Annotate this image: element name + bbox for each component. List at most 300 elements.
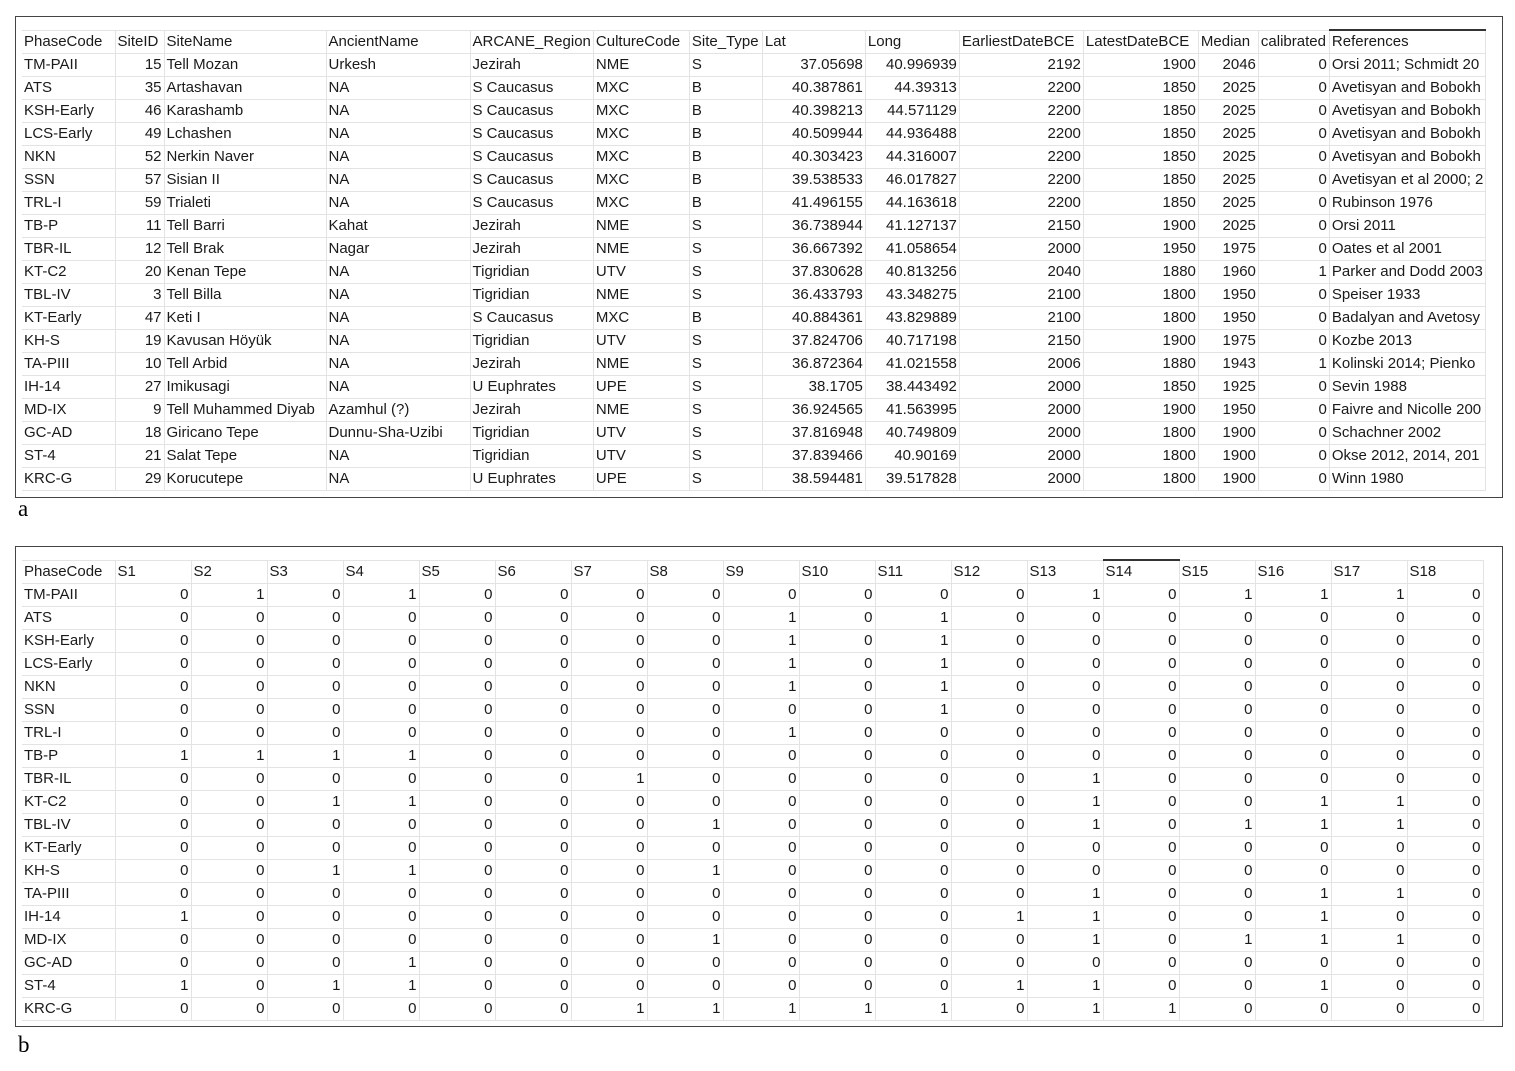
table-cell[interactable]: 0 xyxy=(343,653,419,676)
table-cell[interactable]: 1 xyxy=(1179,814,1255,837)
column-header[interactable]: S6 xyxy=(495,560,571,584)
table-cell[interactable]: 40.813256 xyxy=(865,261,959,284)
table-cell[interactable]: 0 xyxy=(1027,653,1103,676)
table-cell[interactable]: 0 xyxy=(1103,699,1179,722)
table-cell[interactable]: 0 xyxy=(1407,860,1483,883)
table-cell[interactable]: MD-IX xyxy=(22,399,115,422)
table-cell[interactable]: 0 xyxy=(951,630,1027,653)
table-cell[interactable]: 1943 xyxy=(1198,353,1258,376)
column-header[interactable]: S3 xyxy=(267,560,343,584)
table-cell[interactable]: 0 xyxy=(419,745,495,768)
table-cell[interactable]: 0 xyxy=(799,699,875,722)
table-cell[interactable]: 15 xyxy=(115,54,164,77)
table-cell[interactable]: MD-IX xyxy=(22,929,115,952)
table-cell[interactable]: 3 xyxy=(115,284,164,307)
table-cell[interactable]: Jezirah xyxy=(470,54,593,77)
table-cell[interactable]: 36.924565 xyxy=(762,399,865,422)
table-cell[interactable]: 0 xyxy=(1258,376,1329,399)
table-cell[interactable]: 0 xyxy=(571,929,647,952)
table-cell[interactable]: 1 xyxy=(1179,929,1255,952)
table-cell[interactable]: 0 xyxy=(419,676,495,699)
table-cell[interactable]: B xyxy=(689,169,762,192)
table-cell[interactable]: 0 xyxy=(1331,768,1407,791)
table-cell[interactable]: NME xyxy=(593,284,689,307)
table-cell[interactable]: 0 xyxy=(267,607,343,630)
table-cell[interactable]: 0 xyxy=(1103,630,1179,653)
table-cell[interactable]: KT-Early xyxy=(22,307,115,330)
table-cell[interactable]: NA xyxy=(326,261,470,284)
table-cell[interactable]: 2025 xyxy=(1198,77,1258,100)
table-cell[interactable]: S xyxy=(689,261,762,284)
table-cell[interactable]: 0 xyxy=(1258,422,1329,445)
table-cell[interactable]: 0 xyxy=(115,929,191,952)
table-cell[interactable]: 0 xyxy=(191,630,267,653)
table-cell[interactable]: 0 xyxy=(799,791,875,814)
table-cell[interactable]: 0 xyxy=(191,791,267,814)
table-cell[interactable]: 2000 xyxy=(959,238,1083,261)
table-cell[interactable]: 0 xyxy=(1255,860,1331,883)
table-cell[interactable]: 0 xyxy=(951,860,1027,883)
table-cell[interactable]: 1800 xyxy=(1083,422,1198,445)
table-cell[interactable]: S Caucasus xyxy=(470,307,593,330)
table-cell[interactable]: 1 xyxy=(1027,906,1103,929)
table-cell[interactable]: U Euphrates xyxy=(470,376,593,399)
table-cell[interactable]: 40.996939 xyxy=(865,54,959,77)
table-cell[interactable]: 0 xyxy=(571,883,647,906)
table-cell[interactable]: 21 xyxy=(115,445,164,468)
table-cell[interactable]: NME xyxy=(593,399,689,422)
table-cell[interactable]: 40.398213 xyxy=(762,100,865,123)
table-cell[interactable]: 0 xyxy=(495,653,571,676)
table-cell[interactable]: 0 xyxy=(1331,906,1407,929)
table-cell[interactable]: 1800 xyxy=(1083,307,1198,330)
table-cell[interactable]: 0 xyxy=(191,837,267,860)
table-cell[interactable]: 0 xyxy=(495,906,571,929)
table-cell[interactable]: 1800 xyxy=(1083,445,1198,468)
table-cell[interactable]: 36.667392 xyxy=(762,238,865,261)
column-header[interactable]: SiteID xyxy=(115,30,164,54)
table-cell[interactable]: 1960 xyxy=(1198,261,1258,284)
table-cell[interactable]: 0 xyxy=(495,607,571,630)
table-cell[interactable]: 2000 xyxy=(959,399,1083,422)
table-cell[interactable]: 0 xyxy=(647,883,723,906)
table-cell[interactable]: 0 xyxy=(1179,975,1255,998)
table-cell[interactable]: Tell Brak xyxy=(164,238,326,261)
table-cell[interactable]: 0 xyxy=(267,929,343,952)
table-cell[interactable]: 2200 xyxy=(959,169,1083,192)
table-cell[interactable]: SSN xyxy=(22,169,115,192)
table-cell[interactable]: 1 xyxy=(723,722,799,745)
column-header[interactable]: S9 xyxy=(723,560,799,584)
table-cell[interactable]: 1900 xyxy=(1083,399,1198,422)
table-cell[interactable]: 0 xyxy=(343,699,419,722)
table-cell[interactable]: TM-PAII xyxy=(22,584,115,607)
table-cell[interactable]: B xyxy=(689,146,762,169)
table-cell[interactable]: 0 xyxy=(875,883,951,906)
table-cell[interactable]: 0 xyxy=(343,837,419,860)
table-cell[interactable]: 9 xyxy=(115,399,164,422)
table-cell[interactable]: 0 xyxy=(1103,837,1179,860)
table-cell[interactable]: 0 xyxy=(571,607,647,630)
table-cell[interactable]: 43.348275 xyxy=(865,284,959,307)
table-cell[interactable]: 2040 xyxy=(959,261,1083,284)
table-cell[interactable]: KRC-G xyxy=(22,468,115,491)
table-cell[interactable]: 1 xyxy=(1258,261,1329,284)
table-cell[interactable]: 1 xyxy=(1255,584,1331,607)
table-cell[interactable]: 49 xyxy=(115,123,164,146)
table-cell[interactable]: 0 xyxy=(571,584,647,607)
table-cell[interactable]: Sevin 1988 xyxy=(1329,376,1486,399)
table-cell[interactable]: 1 xyxy=(1027,883,1103,906)
table-cell[interactable]: 0 xyxy=(1331,607,1407,630)
table-cell[interactable]: 0 xyxy=(191,952,267,975)
table-cell[interactable]: 0 xyxy=(1179,791,1255,814)
table-cell[interactable]: B xyxy=(689,77,762,100)
table-cell[interactable]: 2192 xyxy=(959,54,1083,77)
table-cell[interactable]: 44.316007 xyxy=(865,146,959,169)
table-cell[interactable]: B xyxy=(689,192,762,215)
table-cell[interactable]: 0 xyxy=(1407,814,1483,837)
table-cell[interactable]: 0 xyxy=(191,975,267,998)
table-cell[interactable]: 1900 xyxy=(1198,468,1258,491)
table-cell[interactable]: 0 xyxy=(495,998,571,1021)
table-cell[interactable]: 0 xyxy=(571,699,647,722)
table-cell[interactable]: UTV xyxy=(593,330,689,353)
table-cell[interactable]: 1 xyxy=(343,791,419,814)
table-cell[interactable]: 35 xyxy=(115,77,164,100)
table-cell[interactable]: 0 xyxy=(951,929,1027,952)
table-cell[interactable]: 0 xyxy=(1407,584,1483,607)
table-cell[interactable]: 0 xyxy=(495,975,571,998)
table-cell[interactable]: Tell Arbid xyxy=(164,353,326,376)
column-header[interactable]: S1 xyxy=(115,560,191,584)
table-cell[interactable]: B xyxy=(689,100,762,123)
table-cell[interactable]: 1 xyxy=(115,906,191,929)
table-cell[interactable]: 41.058654 xyxy=(865,238,959,261)
table-cell[interactable]: TBL-IV xyxy=(22,284,115,307)
column-header[interactable]: CultureCode xyxy=(593,30,689,54)
table-cell[interactable]: 0 xyxy=(1331,745,1407,768)
table-cell[interactable]: 1 xyxy=(115,745,191,768)
table-cell[interactable]: Tigridian xyxy=(470,422,593,445)
table-cell[interactable]: 2025 xyxy=(1198,215,1258,238)
table-cell[interactable]: 0 xyxy=(875,768,951,791)
table-cell[interactable]: 0 xyxy=(343,630,419,653)
table-cell[interactable]: 41.021558 xyxy=(865,353,959,376)
table-cell[interactable]: KRC-G xyxy=(22,998,115,1021)
table-cell[interactable]: 1 xyxy=(1255,906,1331,929)
table-cell[interactable]: S xyxy=(689,376,762,399)
column-header[interactable]: S12 xyxy=(951,560,1027,584)
table-cell[interactable]: UTV xyxy=(593,445,689,468)
table-cell[interactable]: 0 xyxy=(495,837,571,860)
table-cell[interactable]: 0 xyxy=(1331,952,1407,975)
table-cell[interactable]: 1800 xyxy=(1083,468,1198,491)
table-cell[interactable]: 37.824706 xyxy=(762,330,865,353)
table-cell[interactable]: B xyxy=(689,123,762,146)
table-cell[interactable]: 52 xyxy=(115,146,164,169)
table-cell[interactable]: 44.571129 xyxy=(865,100,959,123)
table-cell[interactable]: 0 xyxy=(1179,952,1255,975)
table-cell[interactable]: Azamhul (?) xyxy=(326,399,470,422)
table-cell[interactable]: 36.738944 xyxy=(762,215,865,238)
table-cell[interactable]: 0 xyxy=(343,722,419,745)
table-cell[interactable]: Avetisyan and Bobokh xyxy=(1329,146,1486,169)
table-cell[interactable]: NA xyxy=(326,77,470,100)
table-cell[interactable]: 0 xyxy=(723,837,799,860)
table-cell[interactable]: Kolinski 2014; Pienko xyxy=(1329,353,1486,376)
table-cell[interactable]: NA xyxy=(326,100,470,123)
table-cell[interactable]: TA-PIII xyxy=(22,353,115,376)
table-cell[interactable]: 57 xyxy=(115,169,164,192)
table-cell[interactable]: 44.163618 xyxy=(865,192,959,215)
table-cell[interactable]: 0 xyxy=(1103,607,1179,630)
column-header[interactable]: Long xyxy=(865,30,959,54)
table-cell[interactable]: 43.829889 xyxy=(865,307,959,330)
table-cell[interactable]: Tell Billa xyxy=(164,284,326,307)
table-cell[interactable]: 2200 xyxy=(959,123,1083,146)
table-cell[interactable]: 1 xyxy=(571,998,647,1021)
table-cell[interactable]: 0 xyxy=(419,906,495,929)
table-cell[interactable]: 1 xyxy=(1331,584,1407,607)
table-cell[interactable]: 1 xyxy=(951,975,1027,998)
table-cell[interactable]: 0 xyxy=(1179,837,1255,860)
table-cell[interactable]: NME xyxy=(593,54,689,77)
table-cell[interactable]: NA xyxy=(326,376,470,399)
table-cell[interactable]: Korucutepe xyxy=(164,468,326,491)
table-cell[interactable]: 0 xyxy=(647,975,723,998)
table-cell[interactable]: 0 xyxy=(1407,837,1483,860)
table-cell[interactable]: 0 xyxy=(1179,745,1255,768)
table-cell[interactable]: S Caucasus xyxy=(470,100,593,123)
table-cell[interactable]: TBL-IV xyxy=(22,814,115,837)
table-cell[interactable]: 0 xyxy=(115,998,191,1021)
table-cell[interactable]: 0 xyxy=(1103,883,1179,906)
table-cell[interactable]: 37.816948 xyxy=(762,422,865,445)
table-cell[interactable]: TB-P xyxy=(22,215,115,238)
table-cell[interactable]: 0 xyxy=(1103,676,1179,699)
table-cell[interactable]: Kavusan Höyük xyxy=(164,330,326,353)
table-cell[interactable]: Jezirah xyxy=(470,238,593,261)
table-cell[interactable]: Avetisyan and Bobokh xyxy=(1329,123,1486,146)
table-cell[interactable]: 0 xyxy=(1027,952,1103,975)
table-cell[interactable]: 0 xyxy=(1258,100,1329,123)
table-cell[interactable]: 2025 xyxy=(1198,146,1258,169)
table-cell[interactable]: 0 xyxy=(1407,791,1483,814)
table-cell[interactable]: Salat Tepe xyxy=(164,445,326,468)
table-cell[interactable]: KH-S xyxy=(22,330,115,353)
table-cell[interactable]: 0 xyxy=(1258,307,1329,330)
table-cell[interactable]: 1 xyxy=(571,768,647,791)
table-cell[interactable]: 0 xyxy=(267,699,343,722)
table-cell[interactable]: S xyxy=(689,238,762,261)
table-cell[interactable]: 0 xyxy=(419,768,495,791)
table-cell[interactable]: 44.936488 xyxy=(865,123,959,146)
table-cell[interactable]: 0 xyxy=(495,929,571,952)
table-cell[interactable]: S xyxy=(689,330,762,353)
table-cell[interactable]: 1850 xyxy=(1083,146,1198,169)
table-cell[interactable]: 1 xyxy=(267,791,343,814)
table-cell[interactable]: 1 xyxy=(723,998,799,1021)
table-cell[interactable]: 0 xyxy=(799,929,875,952)
table-cell[interactable]: Kenan Tepe xyxy=(164,261,326,284)
table-cell[interactable]: 1850 xyxy=(1083,123,1198,146)
table-cell[interactable]: 0 xyxy=(419,607,495,630)
column-header[interactable]: S10 xyxy=(799,560,875,584)
column-header[interactable]: PhaseCode xyxy=(22,30,115,54)
table-cell[interactable]: ST-4 xyxy=(22,975,115,998)
table-cell[interactable]: 0 xyxy=(1179,653,1255,676)
table-cell[interactable]: 0 xyxy=(115,883,191,906)
table-cell[interactable]: 38.594481 xyxy=(762,468,865,491)
table-cell[interactable]: NA xyxy=(326,169,470,192)
table-cell[interactable]: 0 xyxy=(875,791,951,814)
table-cell[interactable]: 2000 xyxy=(959,445,1083,468)
table-cell[interactable]: 1 xyxy=(951,906,1027,929)
table-cell[interactable]: 1 xyxy=(1027,768,1103,791)
table-cell[interactable]: NA xyxy=(326,146,470,169)
table-cell[interactable]: IH-14 xyxy=(22,906,115,929)
table-cell[interactable]: 0 xyxy=(1255,998,1331,1021)
table-cell[interactable]: 1 xyxy=(647,998,723,1021)
table-cell[interactable]: 0 xyxy=(1407,607,1483,630)
table-cell[interactable]: 0 xyxy=(723,768,799,791)
table-cell[interactable]: 59 xyxy=(115,192,164,215)
table-cell[interactable]: KSH-Early xyxy=(22,100,115,123)
table-cell[interactable]: 0 xyxy=(343,676,419,699)
table-cell[interactable]: 0 xyxy=(875,975,951,998)
table-cell[interactable]: 0 xyxy=(875,745,951,768)
table-cell[interactable]: 0 xyxy=(647,837,723,860)
table-cell[interactable]: 0 xyxy=(191,998,267,1021)
table-cell[interactable]: KT-C2 xyxy=(22,791,115,814)
table-cell[interactable]: 0 xyxy=(191,607,267,630)
table-cell[interactable]: ST-4 xyxy=(22,445,115,468)
table-cell[interactable]: 0 xyxy=(419,998,495,1021)
table-cell[interactable]: NA xyxy=(326,468,470,491)
table-cell[interactable]: 1 xyxy=(1027,929,1103,952)
table-cell[interactable]: 0 xyxy=(647,768,723,791)
table-cell[interactable]: 0 xyxy=(1258,399,1329,422)
table-cell[interactable]: GC-AD xyxy=(22,952,115,975)
table-cell[interactable]: Orsi 2011 xyxy=(1329,215,1486,238)
table-cell[interactable]: 37.839466 xyxy=(762,445,865,468)
table-cell[interactable]: 2006 xyxy=(959,353,1083,376)
table-cell[interactable]: 37.830628 xyxy=(762,261,865,284)
table-cell[interactable]: 0 xyxy=(571,745,647,768)
table-cell[interactable]: Oates et al 2001 xyxy=(1329,238,1486,261)
table-cell[interactable]: 0 xyxy=(1331,998,1407,1021)
table-cell[interactable]: 40.303423 xyxy=(762,146,865,169)
table-cell[interactable]: UTV xyxy=(593,422,689,445)
table-cell[interactable]: 41.563995 xyxy=(865,399,959,422)
table-cell[interactable]: NA xyxy=(326,192,470,215)
table-cell[interactable]: 0 xyxy=(115,630,191,653)
table-cell[interactable]: 0 xyxy=(799,975,875,998)
table-cell[interactable]: 0 xyxy=(495,860,571,883)
table-cell[interactable]: 0 xyxy=(191,699,267,722)
table-cell[interactable]: 0 xyxy=(1103,653,1179,676)
table-cell[interactable]: 0 xyxy=(419,791,495,814)
table-cell[interactable]: 0 xyxy=(343,929,419,952)
table-cell[interactable]: 0 xyxy=(1407,653,1483,676)
table-cell[interactable]: 0 xyxy=(951,883,1027,906)
table-cell[interactable]: 0 xyxy=(723,584,799,607)
table-cell[interactable]: 0 xyxy=(1407,906,1483,929)
table-cell[interactable]: 0 xyxy=(1103,745,1179,768)
table-cell[interactable]: 2046 xyxy=(1198,54,1258,77)
column-header[interactable]: S17 xyxy=(1331,560,1407,584)
table-cell[interactable]: 0 xyxy=(1258,169,1329,192)
table-cell[interactable]: 0 xyxy=(647,791,723,814)
table-cell[interactable]: 0 xyxy=(1331,676,1407,699)
table-cell[interactable]: 0 xyxy=(799,952,875,975)
table-cell[interactable]: 20 xyxy=(115,261,164,284)
table-cell[interactable]: 0 xyxy=(1103,768,1179,791)
table-cell[interactable]: MXC xyxy=(593,307,689,330)
column-header[interactable]: References xyxy=(1329,30,1486,54)
table-cell[interactable]: LCS-Early xyxy=(22,123,115,146)
table-cell[interactable]: 0 xyxy=(647,952,723,975)
table-cell[interactable]: 0 xyxy=(951,699,1027,722)
table-cell[interactable]: 0 xyxy=(495,676,571,699)
table-cell[interactable]: 0 xyxy=(495,630,571,653)
table-cell[interactable]: 0 xyxy=(799,584,875,607)
table-cell[interactable]: 0 xyxy=(1255,607,1331,630)
table-cell[interactable]: 0 xyxy=(647,722,723,745)
table-cell[interactable]: 0 xyxy=(1255,676,1331,699)
table-cell[interactable]: 2100 xyxy=(959,284,1083,307)
column-header[interactable]: SiteName xyxy=(164,30,326,54)
table-cell[interactable]: Artashavan xyxy=(164,77,326,100)
table-cell[interactable]: 0 xyxy=(1258,284,1329,307)
table-cell[interactable]: KT-C2 xyxy=(22,261,115,284)
table-cell[interactable]: 0 xyxy=(191,883,267,906)
table-cell[interactable]: 0 xyxy=(1103,906,1179,929)
table-cell[interactable]: 1 xyxy=(875,676,951,699)
table-cell[interactable]: 36.872364 xyxy=(762,353,865,376)
table-cell[interactable]: 1950 xyxy=(1198,284,1258,307)
column-header[interactable]: PhaseCode xyxy=(22,560,115,584)
table-cell[interactable]: S xyxy=(689,54,762,77)
table-cell[interactable]: 0 xyxy=(1331,722,1407,745)
table-cell[interactable]: 2000 xyxy=(959,468,1083,491)
table-cell[interactable]: 0 xyxy=(267,653,343,676)
table-cell[interactable]: 1 xyxy=(267,745,343,768)
table-cell[interactable]: 1 xyxy=(1255,975,1331,998)
table-cell[interactable]: 0 xyxy=(1255,768,1331,791)
table-cell[interactable]: 1 xyxy=(1103,998,1179,1021)
table-cell[interactable]: 1900 xyxy=(1083,330,1198,353)
table-cell[interactable]: 0 xyxy=(343,883,419,906)
table-cell[interactable]: 0 xyxy=(1103,860,1179,883)
table-cell[interactable]: 12 xyxy=(115,238,164,261)
table-cell[interactable]: 40.884361 xyxy=(762,307,865,330)
table-cell[interactable]: Nerkin Naver xyxy=(164,146,326,169)
table-cell[interactable]: 0 xyxy=(267,676,343,699)
table-cell[interactable]: 0 xyxy=(1027,745,1103,768)
column-header[interactable]: S4 xyxy=(343,560,419,584)
table-cell[interactable]: 0 xyxy=(1027,837,1103,860)
column-header[interactable]: S15 xyxy=(1179,560,1255,584)
table-cell[interactable]: IH-14 xyxy=(22,376,115,399)
table-cell[interactable]: 0 xyxy=(723,975,799,998)
table-cell[interactable]: S Caucasus xyxy=(470,192,593,215)
table-cell[interactable]: 1 xyxy=(799,998,875,1021)
table-cell[interactable]: 0 xyxy=(1179,607,1255,630)
table-cell[interactable]: ATS xyxy=(22,607,115,630)
table-cell[interactable]: 1 xyxy=(647,860,723,883)
